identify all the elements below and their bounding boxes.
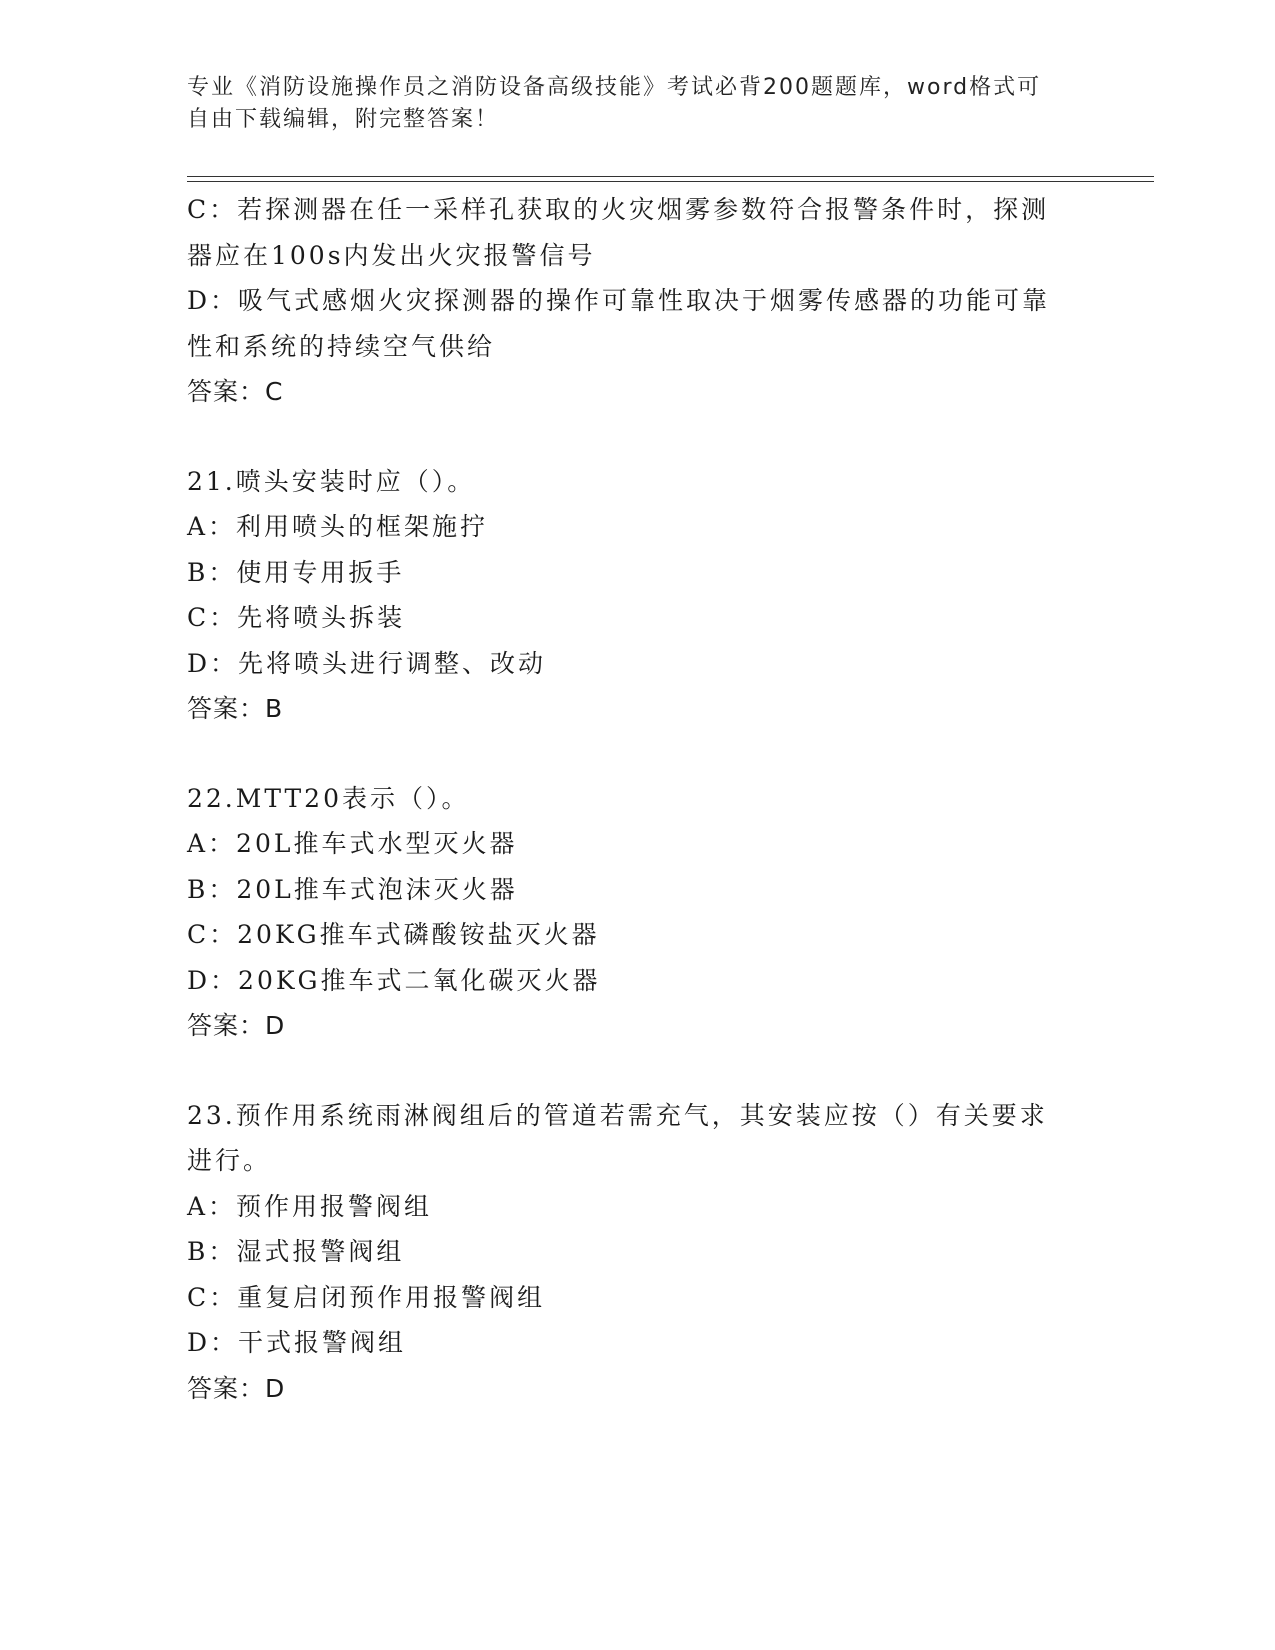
option-a: A：20L推车式水型灭火器 bbox=[187, 829, 518, 858]
option-d-line-1: D：吸气式感烟火灾探测器的操作可靠性取决于烟雾传感器的功能可靠 bbox=[187, 286, 1051, 315]
header-divider-bottom bbox=[187, 181, 1154, 182]
option-d: D：先将喷头进行调整、改动 bbox=[187, 648, 547, 678]
spacer bbox=[187, 1049, 1087, 1093]
question-text-line-2: 进行。 bbox=[187, 1146, 272, 1175]
option-b: B：使用专用扳手 bbox=[187, 557, 405, 587]
spacer bbox=[187, 732, 1087, 776]
answer-line: 答案：C bbox=[187, 377, 284, 406]
option-c: C：20KG推车式磷酸铵盐灭火器 bbox=[187, 920, 600, 949]
header-line-2: 自由下载编辑，附完整答案！ bbox=[187, 107, 500, 132]
question-23-block bbox=[187, 1093, 1087, 1412]
answer-line: 答案：D bbox=[187, 1011, 286, 1040]
spacer bbox=[187, 415, 1087, 459]
option-c: C：先将喷头拆装 bbox=[187, 603, 406, 632]
question-22-block bbox=[187, 776, 1087, 1049]
question-text: 21.喷头安装时应（）。 bbox=[187, 466, 476, 496]
answer-line: 答案：D bbox=[187, 1373, 286, 1403]
option-d: D：干式报警阀组 bbox=[187, 1328, 407, 1357]
question-20-block bbox=[187, 187, 1087, 415]
answer-line: 答案：B bbox=[187, 694, 284, 723]
header-divider-top bbox=[187, 176, 1154, 177]
header-line-1: 专业《消防设施操作员之消防设备高级技能》考试必背200题题库，word格式可 bbox=[187, 75, 1042, 100]
question-21-block bbox=[187, 459, 1087, 732]
option-c-line-2: 器应在100s内发出火灾报警信号 bbox=[187, 240, 596, 270]
question-text: 22.MTT20表示（）。 bbox=[187, 783, 470, 813]
option-a: A：利用喷头的框架施拧 bbox=[187, 512, 489, 541]
option-d: D：20KG推车式二氧化碳灭火器 bbox=[187, 965, 601, 995]
option-c: C：重复启闭预作用报警阀组 bbox=[187, 1282, 546, 1312]
option-b: B：20L推车式泡沫灭火器 bbox=[187, 874, 518, 904]
option-b: B：湿式报警阀组 bbox=[187, 1237, 405, 1266]
question-text-line-1: 23.预作用系统雨淋阀组后的管道若需充气，其安装应按（）有关要求 bbox=[187, 1100, 1048, 1130]
option-c-line-1: C：若探测器在任一采样孔获取的火灾烟雾参数符合报警条件时，探测 bbox=[187, 195, 1050, 224]
option-a: A：预作用报警阀组 bbox=[187, 1191, 433, 1221]
option-d-line-2: 性和系统的持续空气供给 bbox=[187, 331, 496, 361]
question-list bbox=[187, 187, 1087, 1411]
document-header bbox=[187, 72, 1067, 136]
